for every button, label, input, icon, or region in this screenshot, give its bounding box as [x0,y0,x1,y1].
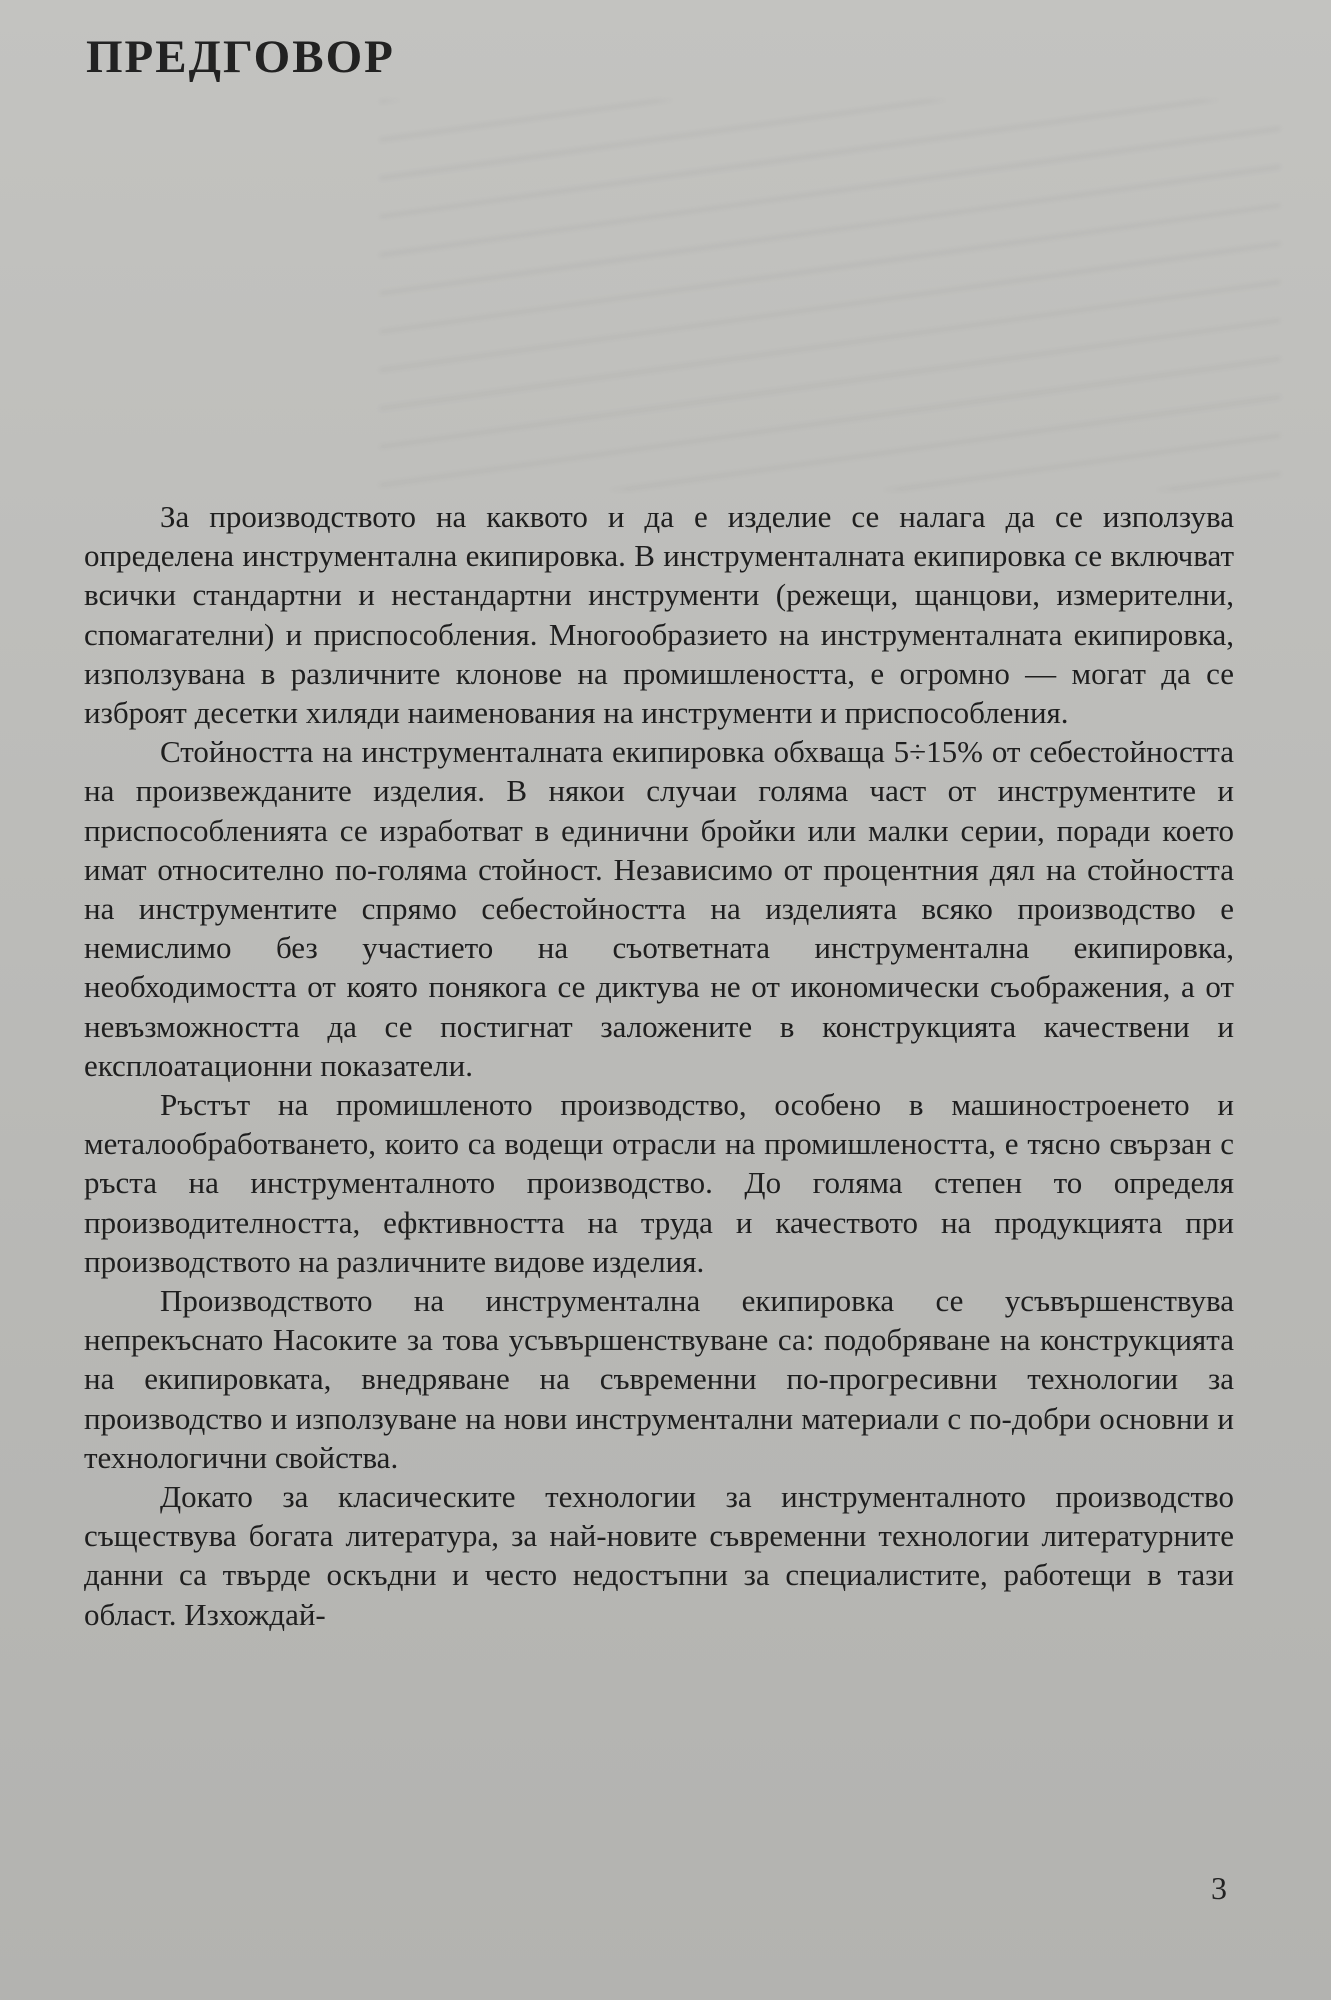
paragraph-4: Производството на инструментална екипировка се усъвършенствува непрекъснато Насоките за това усъвършенствуване са: подобряване на конструкцията на екипировката, внедряване на съвременни по-прогресивни технологии за производство и използуване на нови инструментални материали с по-добри основни и технологични свойства. [84,1283,1234,1475]
body-text [84,497,1234,1634]
paragraph-5: Докато за класическите технологии за инструменталното производство съществува богата литература, за най-новите съвременни технологии литературните данни са твърде оскъдни и често недостъпни за специалистите, работещи в тази област. Изхождай- [84,1479,1234,1632]
show-through-texture [380,100,1280,490]
page-number: 3 [1211,1870,1227,1906]
paragraph-2: Стойността на инструменталната екипировка обхваща 5÷15% от себестойността на произвежданите изделия. В някои случаи голяма част от инструментите и приспособленията се изработват в единични бройки или малки серии, поради което имат относително по-голяма стойност. Независимо от процентния дял на стойността на инструментите спрямо себестойността на изделията всяко производство е немислимо без участието на съответната инструментална екипировка, необходимостта от която понякога се диктува не от икономически съображения, а от невъзможността да се постигнат заложените в конструкцията качествени и експлоатационни показатели. [84,734,1234,1083]
paragraph-1: За производството на каквото и да е изделие се налага да се използува определена инструментална екипировка. В инструменталната екипировка се включват всички стандартни и нестандартни инструменти (режещи, щанцови, измерителни, спомагателни) и приспособления. Многообразието на инструменталната екипировка, използувана в различните клонове на промишлеността, е огромно — могат да се изброят десетки хиляди наименования на инструменти и приспособления. [84,499,1234,731]
paragraph-3: Ръстът на промишленото производство, особено в машиностроенето и металообработването, които са водещи отрасли на промишлеността, е тясно свързан с ръста на инструменталното производство. До голяма степен то определя производителността, ефктивността на труда и качеството на продукцията при производството на различните видове изделия. [84,1087,1234,1279]
page-title: ПРЕДГОВОР [86,31,395,83]
